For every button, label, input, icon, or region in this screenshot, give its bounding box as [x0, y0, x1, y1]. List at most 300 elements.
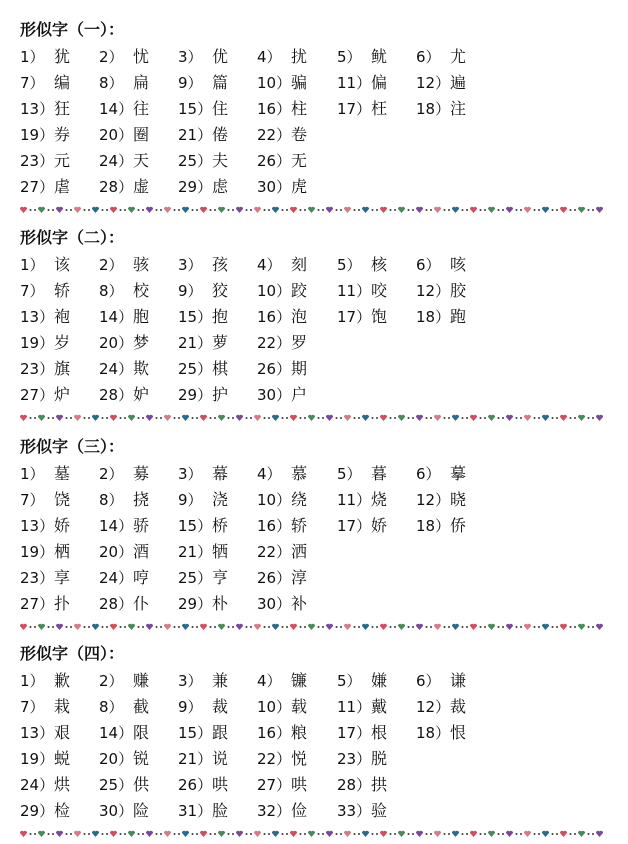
heart-icon: [416, 831, 423, 837]
char-item: [257, 46, 307, 68]
heart-icon: [578, 624, 585, 630]
item-number: 9）: [178, 698, 203, 716]
dot-icon: [178, 833, 180, 835]
char-item: [257, 567, 307, 589]
item-number: 29）: [178, 178, 213, 196]
char-item: [257, 72, 307, 94]
heart-icon: [596, 415, 603, 421]
item-number: 9）: [178, 491, 203, 509]
item-number: 10）: [257, 74, 292, 92]
dot-icon: [502, 833, 504, 835]
dot-icon: [304, 209, 306, 211]
item-character: 哼: [133, 568, 150, 587]
item-number: 12）: [416, 74, 451, 92]
char-item: [20, 358, 70, 380]
dot-icon: [192, 417, 194, 419]
item-number: 4）: [257, 672, 282, 690]
dot-icon: [246, 833, 248, 835]
heart-icon: [164, 831, 171, 837]
dot-icon: [358, 417, 360, 419]
char-row: [0, 515, 628, 537]
heart-icon: [416, 624, 423, 630]
dot-icon: [340, 833, 342, 835]
heart-divider: [18, 829, 610, 839]
dot-icon: [160, 833, 162, 835]
dot-icon: [228, 833, 230, 835]
dot-icon: [552, 209, 554, 211]
dot-icon: [520, 417, 522, 419]
dot-icon: [534, 626, 536, 628]
item-number: 2）: [99, 256, 124, 274]
dot-icon: [498, 626, 500, 628]
dot-icon: [192, 833, 194, 835]
item-number: 6）: [416, 465, 441, 483]
item-number: 19）: [20, 334, 55, 352]
item-character: 骄: [133, 516, 150, 535]
heart-icon: [380, 415, 387, 421]
item-character: 虎: [291, 177, 308, 196]
dot-icon: [102, 833, 104, 835]
dot-icon: [588, 833, 590, 835]
dot-icon: [102, 626, 104, 628]
item-character: 咳: [450, 255, 467, 274]
item-number: 20）: [99, 126, 134, 144]
dot-icon: [556, 209, 558, 211]
char-item: [20, 384, 70, 406]
char-item: [20, 774, 70, 796]
char-item: [337, 72, 387, 94]
item-character: 浇: [212, 490, 229, 509]
dot-icon: [34, 626, 36, 628]
item-character: 胶: [450, 281, 467, 300]
dot-icon: [34, 209, 36, 211]
heart-icon: [308, 831, 315, 837]
char-item: [416, 254, 466, 276]
item-character: 胞: [133, 307, 150, 326]
char-item: [20, 306, 70, 328]
dot-icon: [358, 833, 360, 835]
char-item: [416, 670, 466, 692]
dot-icon: [408, 417, 410, 419]
dot-icon: [282, 833, 284, 835]
dot-icon: [174, 209, 176, 211]
item-number: 23）: [20, 360, 55, 378]
item-number: 10）: [257, 698, 292, 716]
char-item: [178, 593, 228, 615]
item-number: 3）: [178, 256, 203, 274]
char-item: [257, 800, 307, 822]
item-character: 咬: [371, 281, 388, 300]
item-character: 烘: [54, 775, 71, 794]
item-character: 谦: [450, 671, 467, 690]
char-item: [99, 254, 149, 276]
item-character: 镰: [291, 671, 308, 690]
item-character: 元: [54, 151, 71, 170]
heart-icon: [578, 831, 585, 837]
item-number: 26）: [257, 360, 292, 378]
item-number: 19）: [20, 126, 55, 144]
item-number: 11）: [337, 74, 372, 92]
heart-icon: [146, 831, 153, 837]
item-character: 挠: [133, 490, 150, 509]
heart-icon: [236, 207, 243, 213]
char-item: [257, 150, 307, 172]
item-character: 岁: [54, 333, 71, 352]
char-item: [337, 515, 387, 537]
heart-icon: [290, 207, 297, 213]
item-character: 酒: [133, 542, 150, 561]
item-character: 天: [133, 151, 150, 170]
char-item: [99, 280, 149, 302]
char-item: [257, 306, 307, 328]
item-number: 20）: [99, 334, 134, 352]
item-character: 恨: [450, 723, 467, 742]
dot-icon: [30, 833, 32, 835]
heart-icon: [56, 624, 63, 630]
heart-icon: [344, 624, 351, 630]
dot-icon: [88, 626, 90, 628]
item-character: 载: [291, 697, 308, 716]
dot-icon: [538, 417, 540, 419]
dot-icon: [48, 626, 50, 628]
dot-icon: [84, 209, 86, 211]
heart-icon: [560, 415, 567, 421]
item-character: 核: [371, 255, 388, 274]
char-item: [20, 515, 70, 537]
char-item: [337, 696, 387, 718]
char-item: [337, 670, 387, 692]
heart-icon: [146, 207, 153, 213]
item-character: 往: [133, 99, 150, 118]
dot-icon: [246, 209, 248, 211]
item-character: 悦: [291, 749, 308, 768]
item-number: 2）: [99, 48, 124, 66]
char-item: [337, 489, 387, 511]
dot-icon: [516, 626, 518, 628]
dot-icon: [178, 417, 180, 419]
dot-icon: [142, 833, 144, 835]
dot-icon: [160, 209, 162, 211]
dot-icon: [484, 209, 486, 211]
heart-icon: [596, 207, 603, 213]
dot-icon: [462, 626, 464, 628]
dot-icon: [304, 417, 306, 419]
dot-icon: [268, 417, 270, 419]
item-number: 32）: [257, 802, 292, 820]
heart-icon: [560, 624, 567, 630]
item-number: 6）: [416, 48, 441, 66]
dot-icon: [394, 209, 396, 211]
char-item: [99, 150, 149, 172]
dot-icon: [138, 209, 140, 211]
heart-icon: [92, 624, 99, 630]
heart-icon: [434, 415, 441, 421]
heart-icon: [218, 831, 225, 837]
dot-icon: [574, 209, 576, 211]
char-item: [416, 306, 466, 328]
dot-icon: [138, 417, 140, 419]
item-character: 补: [291, 594, 308, 613]
char-item: [257, 280, 307, 302]
dot-icon: [412, 209, 414, 211]
dot-icon: [250, 626, 252, 628]
item-number: 16）: [257, 308, 292, 326]
item-number: 24）: [20, 776, 55, 794]
char-item: [20, 98, 70, 120]
item-character: 编: [54, 73, 71, 92]
heart-icon: [92, 831, 99, 837]
dot-icon: [538, 833, 540, 835]
dot-icon: [66, 417, 68, 419]
heart-icon: [128, 415, 135, 421]
char-item: [178, 748, 228, 770]
item-number: 1）: [20, 256, 45, 274]
item-number: 19）: [20, 543, 55, 561]
dot-icon: [286, 417, 288, 419]
heart-icon: [182, 415, 189, 421]
item-character: 娇: [371, 516, 388, 535]
item-character: 刻: [291, 255, 308, 274]
heart-icon: [272, 831, 279, 837]
dot-icon: [430, 417, 432, 419]
dot-icon: [228, 209, 230, 211]
char-row: [0, 98, 628, 120]
char-item: [416, 515, 466, 537]
dot-icon: [430, 833, 432, 835]
dot-icon: [556, 626, 558, 628]
char-item: [178, 541, 228, 563]
dot-icon: [318, 209, 320, 211]
dot-icon: [412, 833, 414, 835]
item-character: 跤: [291, 281, 308, 300]
char-item: [20, 463, 70, 485]
item-character: 虐: [54, 177, 71, 196]
heart-icon: [434, 207, 441, 213]
dot-icon: [520, 209, 522, 211]
item-character: 狂: [54, 99, 71, 118]
heart-icon: [218, 624, 225, 630]
dot-icon: [142, 209, 144, 211]
dot-icon: [322, 209, 324, 211]
item-number: 26）: [257, 152, 292, 170]
char-row: [0, 748, 628, 770]
dot-icon: [430, 209, 432, 211]
dot-icon: [516, 209, 518, 211]
char-item: [178, 72, 228, 94]
item-number: 12）: [416, 491, 451, 509]
dot-icon: [570, 417, 572, 419]
char-item: [257, 463, 307, 485]
item-number: 18）: [416, 724, 451, 742]
item-character: 期: [291, 359, 308, 378]
item-number: 13）: [20, 100, 55, 118]
item-character: 校: [133, 281, 150, 300]
item-character: 慕: [291, 464, 308, 483]
char-item: [20, 567, 70, 589]
item-character: 柱: [291, 99, 308, 118]
item-number: 7）: [20, 491, 45, 509]
heart-icon: [218, 415, 225, 421]
heart-icon: [398, 207, 405, 213]
heart-icon: [38, 415, 45, 421]
dot-icon: [138, 626, 140, 628]
heart-icon: [470, 624, 477, 630]
item-character: 限: [133, 723, 150, 742]
item-character: 虑: [212, 177, 229, 196]
dot-icon: [264, 417, 266, 419]
heart-icon: [74, 415, 81, 421]
heart-icon: [200, 831, 207, 837]
dot-icon: [556, 833, 558, 835]
char-item: [20, 280, 70, 302]
item-number: 27）: [257, 776, 292, 794]
item-number: 10）: [257, 491, 292, 509]
dot-icon: [246, 626, 248, 628]
dot-icon: [466, 626, 468, 628]
dot-icon: [322, 417, 324, 419]
char-item: [178, 332, 228, 354]
dot-icon: [124, 833, 126, 835]
char-item: [178, 46, 228, 68]
heart-icon: [434, 624, 441, 630]
item-character: 轿: [291, 516, 308, 535]
heart-icon: [524, 415, 531, 421]
dot-icon: [66, 209, 68, 211]
item-number: 15）: [178, 517, 213, 535]
dot-icon: [250, 833, 252, 835]
dot-icon: [484, 417, 486, 419]
item-number: 28）: [99, 178, 134, 196]
item-number: 13）: [20, 724, 55, 742]
dot-icon: [390, 626, 392, 628]
dot-icon: [444, 209, 446, 211]
dot-icon: [156, 209, 158, 211]
dot-icon: [498, 209, 500, 211]
dot-icon: [30, 417, 32, 419]
item-number: 31）: [178, 802, 213, 820]
item-character: 暮: [371, 464, 388, 483]
item-character: 该: [54, 255, 71, 274]
item-character: 亨: [212, 568, 229, 587]
dot-icon: [466, 833, 468, 835]
item-character: 嫌: [371, 671, 388, 690]
dot-icon: [574, 833, 576, 835]
dot-icon: [372, 209, 374, 211]
item-character: 旗: [54, 359, 71, 378]
dot-icon: [426, 209, 428, 211]
dot-icon: [156, 833, 158, 835]
item-number: 18）: [416, 100, 451, 118]
item-character: 蜕: [54, 749, 71, 768]
item-character: 栽: [54, 697, 71, 716]
item-number: 19）: [20, 750, 55, 768]
char-row: [0, 280, 628, 302]
dot-icon: [340, 626, 342, 628]
item-character: 墓: [54, 464, 71, 483]
char-item: [178, 567, 228, 589]
dot-icon: [372, 833, 374, 835]
dot-icon: [196, 626, 198, 628]
item-number: 23）: [20, 569, 55, 587]
heart-icon: [524, 831, 531, 837]
heart-icon: [398, 415, 405, 421]
char-row: [0, 254, 628, 276]
item-character: 供: [133, 775, 150, 794]
dot-icon: [232, 626, 234, 628]
heart-icon: [326, 831, 333, 837]
heart-icon: [380, 624, 387, 630]
dot-icon: [232, 833, 234, 835]
dot-icon: [120, 833, 122, 835]
heart-icon: [542, 624, 549, 630]
char-item: [20, 46, 70, 68]
dot-icon: [376, 833, 378, 835]
item-character: 倦: [212, 125, 229, 144]
heart-icon: [488, 207, 495, 213]
char-row: [0, 670, 628, 692]
dot-icon: [340, 209, 342, 211]
heart-icon: [506, 415, 513, 421]
dot-icon: [552, 626, 554, 628]
char-item: [257, 515, 307, 537]
char-item: [257, 489, 307, 511]
heart-icon: [362, 831, 369, 837]
dot-icon: [520, 626, 522, 628]
char-item: [20, 332, 70, 354]
char-item: [99, 541, 149, 563]
char-item: [178, 463, 228, 485]
item-character: 跑: [450, 307, 467, 326]
char-row: [0, 722, 628, 744]
heart-icon: [110, 415, 117, 421]
char-item: [257, 593, 307, 615]
item-number: 14）: [99, 100, 134, 118]
char-item: [416, 72, 466, 94]
dot-icon: [300, 833, 302, 835]
dot-icon: [574, 626, 576, 628]
item-number: 22）: [257, 126, 292, 144]
char-item: [20, 72, 70, 94]
char-item: [416, 463, 466, 485]
dot-icon: [84, 417, 86, 419]
char-item: [99, 98, 149, 120]
char-item: [20, 254, 70, 276]
char-row: [0, 46, 628, 68]
dot-icon: [286, 209, 288, 211]
item-character: 粮: [291, 723, 308, 742]
dot-icon: [156, 417, 158, 419]
dot-icon: [30, 209, 32, 211]
dot-icon: [214, 209, 216, 211]
dot-icon: [322, 833, 324, 835]
item-number: 15）: [178, 308, 213, 326]
dot-icon: [88, 209, 90, 211]
dot-icon: [516, 833, 518, 835]
dot-icon: [250, 209, 252, 211]
char-row: [0, 124, 628, 146]
heart-icon: [398, 831, 405, 837]
heart-icon: [344, 415, 351, 421]
dot-icon: [84, 626, 86, 628]
dot-icon: [124, 417, 126, 419]
heart-icon: [470, 207, 477, 213]
dot-icon: [372, 626, 374, 628]
char-item: [99, 124, 149, 146]
item-character: 萝: [212, 333, 229, 352]
heart-icon: [308, 624, 315, 630]
dot-icon: [282, 209, 284, 211]
char-item: [99, 358, 149, 380]
